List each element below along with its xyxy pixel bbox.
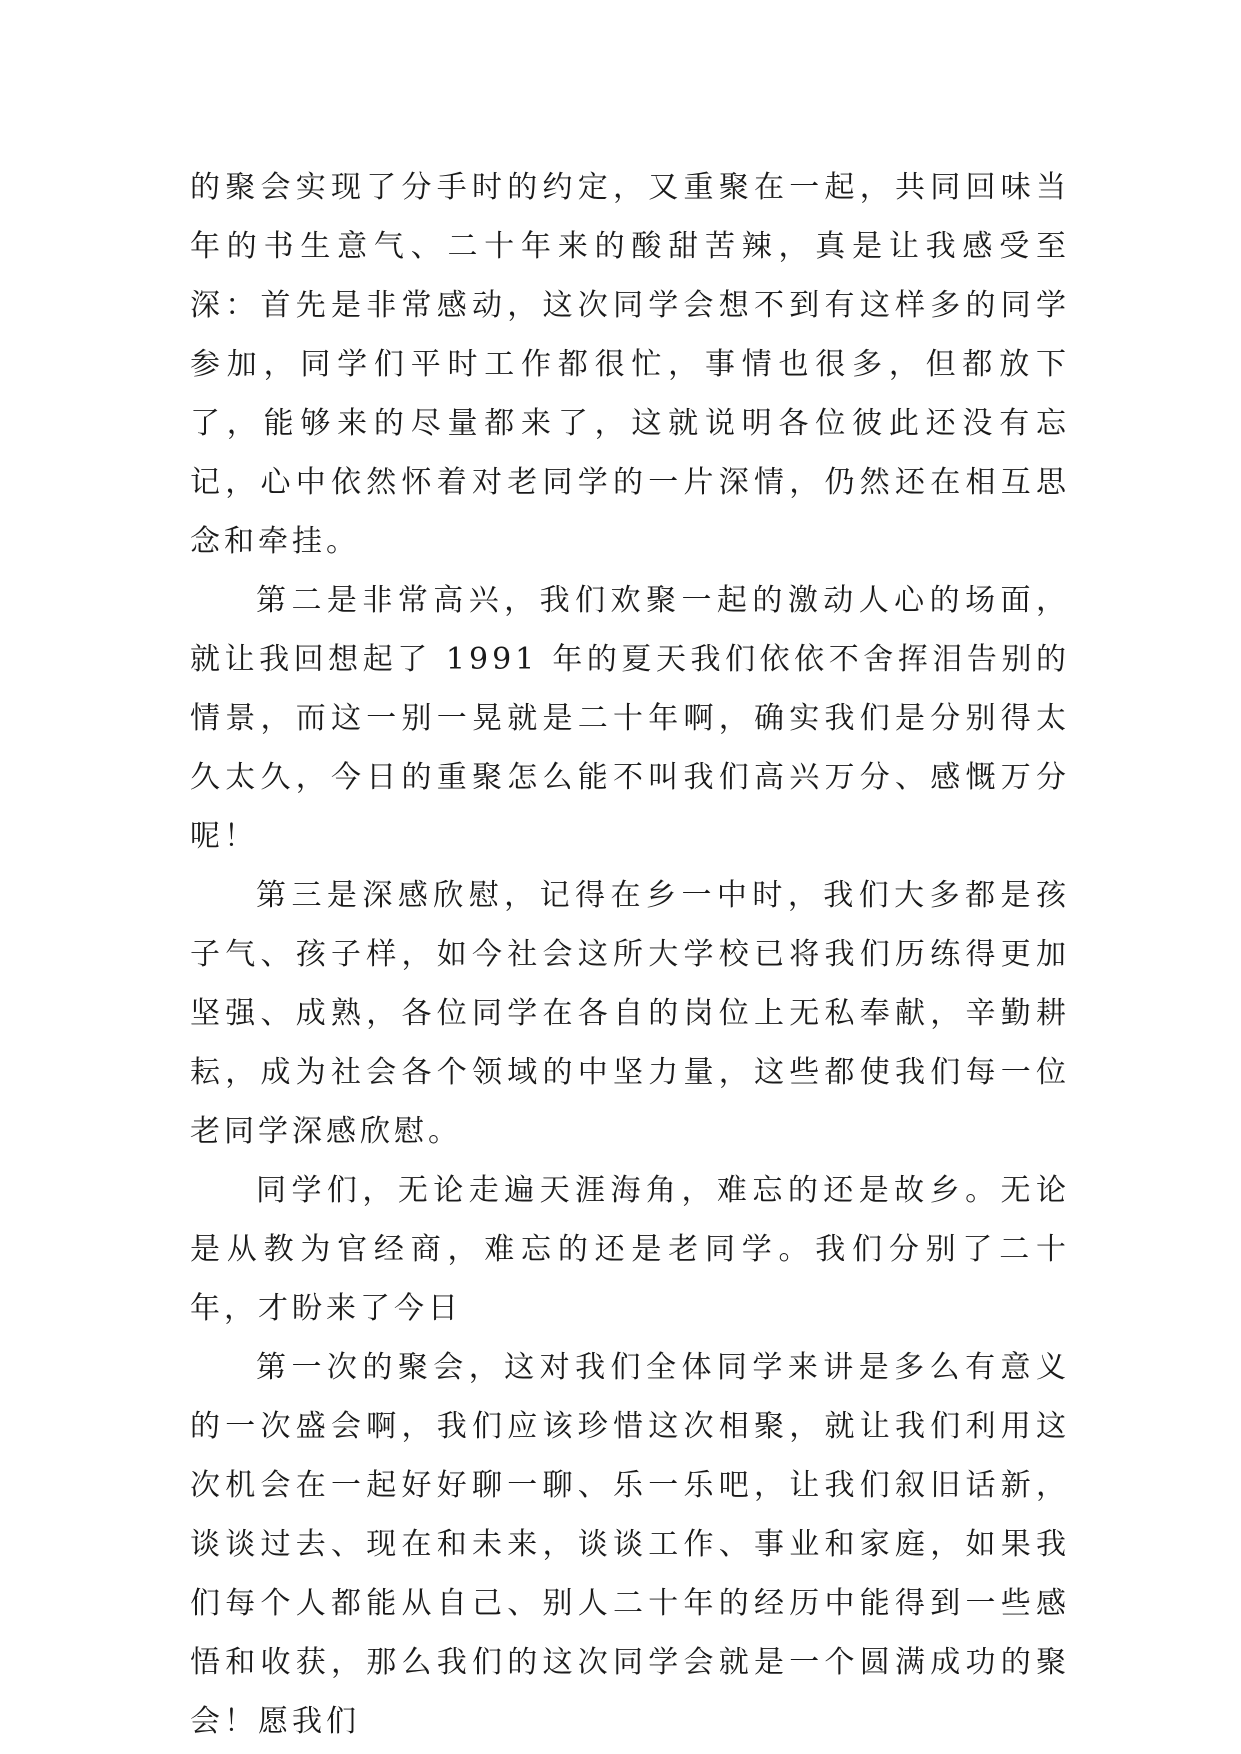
paragraph-5: 第一次的聚会，这对我们全体同学来讲是多么有意义的一次盛会啊，我们应该珍惜这次相聚，就让我们利用这次机会在一起好好聊一聊、乐一乐吧，让我们叙旧话新，谈谈过去、现在和未来，谈谈工作、事业和家庭，如果我们每个人都能从自己、别人二十年的经历中能得到一些感悟和收获，那么我们的这次同学会就是一个圆满成功的聚会！愿我们: [190, 1350, 1070, 1739]
paragraph-3: 第三是深感欣慰，记得在乡一中时，我们大多都是孩子气、孩子样，如今社会这所大学校已将我们历练得更加坚强、成熟，各位同学在各自的岗位上无私奉献，辛勤耕耘，成为社会各个领域的中坚力量，这些都使我们每一位老同学深感欣慰。: [190, 878, 1070, 1149]
paragraph-1: 的聚会实现了分手时的约定，又重聚在一起，共同回味当年的书生意气、二十年来的酸甜苦辣，真是让我感受至深：首先是非常感动，这次同学会想不到有这样多的同学参加，同学们平时工作都很忙，事情也很多，但都放下了，能够来的尽量都来了，这就说明各位彼此还没有忘记，心中依然怀着对老同学的一片深情，仍然还在相互思念和牵挂。: [190, 170, 1070, 559]
paragraph-4: 同学们，无论走遍天涯海角，难忘的还是故乡。无论是从教为官经商，难忘的还是老同学。我们分别了二十年，才盼来了今日: [190, 1173, 1070, 1326]
document-body: [190, 158, 1070, 1751]
paragraph-2: 第二是非常高兴，我们欢聚一起的激动人心的场面，就让我回想起了 1991 年的夏天我们依依不舍挥泪告别的情景，而这一别一晃就是二十年啊，确实我们是分别得太久太久，今日的重聚怎么能不叫我们高兴万分、感慨万分呢！: [190, 583, 1070, 854]
